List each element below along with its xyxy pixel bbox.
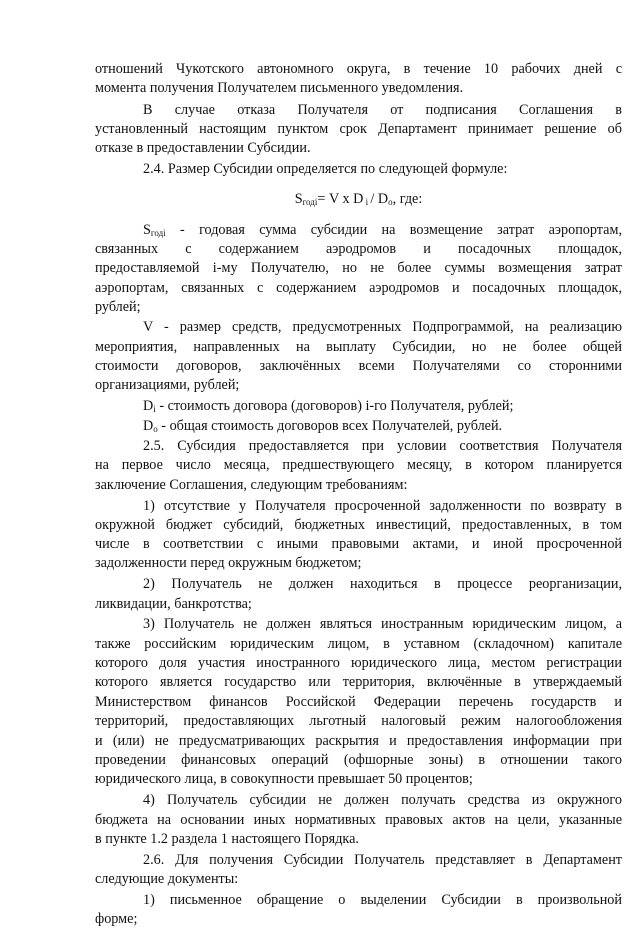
definition-sgod-line: $S_{годі}$ - годовая сумма субсидии на возмещение затрат аэропортам, (143, 222, 622, 238)
requirement-3-line: 3) Получатель не должен являться иностранным юридическим лицом, а (143, 616, 622, 632)
text-line: следующие документы: (95, 871, 239, 887)
text-line: форме; (95, 911, 138, 927)
requirement-2-line: 2) Получатель не должен находиться в процессе реорганизации, (143, 576, 622, 592)
text-line: отношений Чукотского автономного округа, в течение 10 рабочих дней с (95, 61, 622, 77)
clause-2-6-line: 2.6. Для получения Субсидии Получатель представляет в Департамент (143, 852, 622, 868)
text-line: задолженности перед окружным бюджетом; (95, 555, 362, 571)
text-line: момента получения Получателем письменного уведомления. (95, 80, 464, 96)
requirement-4-line: 4) Получатель субсидии не должен получать средства из окружного (143, 792, 622, 808)
text-line: территорий, предоставляющих льготный налоговый режим налогообложения (95, 713, 622, 729)
clause-2-4-heading: 2.4. Размер Субсидии определяется по следующей формуле: (143, 161, 508, 177)
definition-do-line: $D_о$ - общая стоимость договоров всех Получателей, рублей. (143, 418, 503, 434)
text-line: мероприятия, направленных на выплату Субсидии, но не более общей (95, 339, 622, 355)
text-line: которого является государство или территория, включённые в утверждаемый (95, 674, 622, 690)
formula: $S_{годі}= V$ x D $_i / D_о$, где: (294, 191, 423, 207)
text-line: бюджета на основании иных нормативных правовых актов на цели, указанные (95, 812, 622, 828)
text-line: числе в соответствии с иными правовыми актами, и иной просроченной (95, 536, 622, 552)
definition-v-line: V - размер средств, предусмотренных Подпрограммой, на реализацию (143, 319, 622, 335)
text-line: стоимости договоров, заключённых всеми Получателями со сторонними (95, 358, 622, 374)
text-line: отказе в предоставлении Субсидии. (95, 140, 311, 156)
text-line: организациями, рублей; (95, 377, 240, 393)
text-line: ликвидации, банкротства; (95, 596, 252, 612)
text-line: предоставляемой i-му Получателю, но не более суммы возмещения затрат (95, 260, 622, 276)
requirement-1-line: 1) отсутствие у Получателя просроченной задолженности по возврату в (143, 498, 622, 514)
text-line: связанных с содержанием аэродромов и посадочных площадок, (95, 241, 622, 257)
text-line: заключение Соглашения, следующим требованиям: (95, 477, 408, 493)
text-line: аэропортам, связанных с содержанием аэродромов и посадочных площадок, (95, 280, 622, 296)
text-line: и (или) не предусматривающих раскрытия и предоставления информации при (95, 733, 622, 749)
text-line: окружной бюджет субсидий, бюджетных инвестиций, предоставленных, в том (95, 517, 622, 533)
text-line: установленный настоящим пунктом срок Департамент принимает решение об (95, 121, 622, 137)
paragraph-refusal-line: В случае отказа Получателя от подписания Соглашения в (143, 102, 622, 118)
text-line: также российским юридическим лицом, в уставном (складочном) капитале (95, 636, 622, 652)
text-line: в пункте 1.2 раздела 1 настоящего Порядка. (95, 831, 359, 847)
clause-2-5-line: 2.5. Субсидия предоставляется при условии соответствия Получателя (143, 438, 622, 454)
text-line: проведении финансовых операций (офшорные зоны) в отношении такого (95, 752, 622, 768)
definition-di-line: $D_i$ - стоимость договора (договоров) i-го Получателя, рублей; (143, 398, 514, 414)
document-item-1-line: 1) письменное обращение о выделении Субсидии в произвольной (143, 892, 622, 908)
text-line: которого доля участия иностранного юридического лица, местом регистрации (95, 655, 622, 671)
text-line: юридического лица, в совокупности превышает 50 процентов; (95, 771, 473, 787)
text-line: рублей; (95, 299, 141, 315)
text-line: Министерством финансов Российской Федерации перечень государств и (95, 694, 622, 710)
text-line: на первое число месяца, предшествующего месяцу, в котором планируется (95, 457, 622, 473)
